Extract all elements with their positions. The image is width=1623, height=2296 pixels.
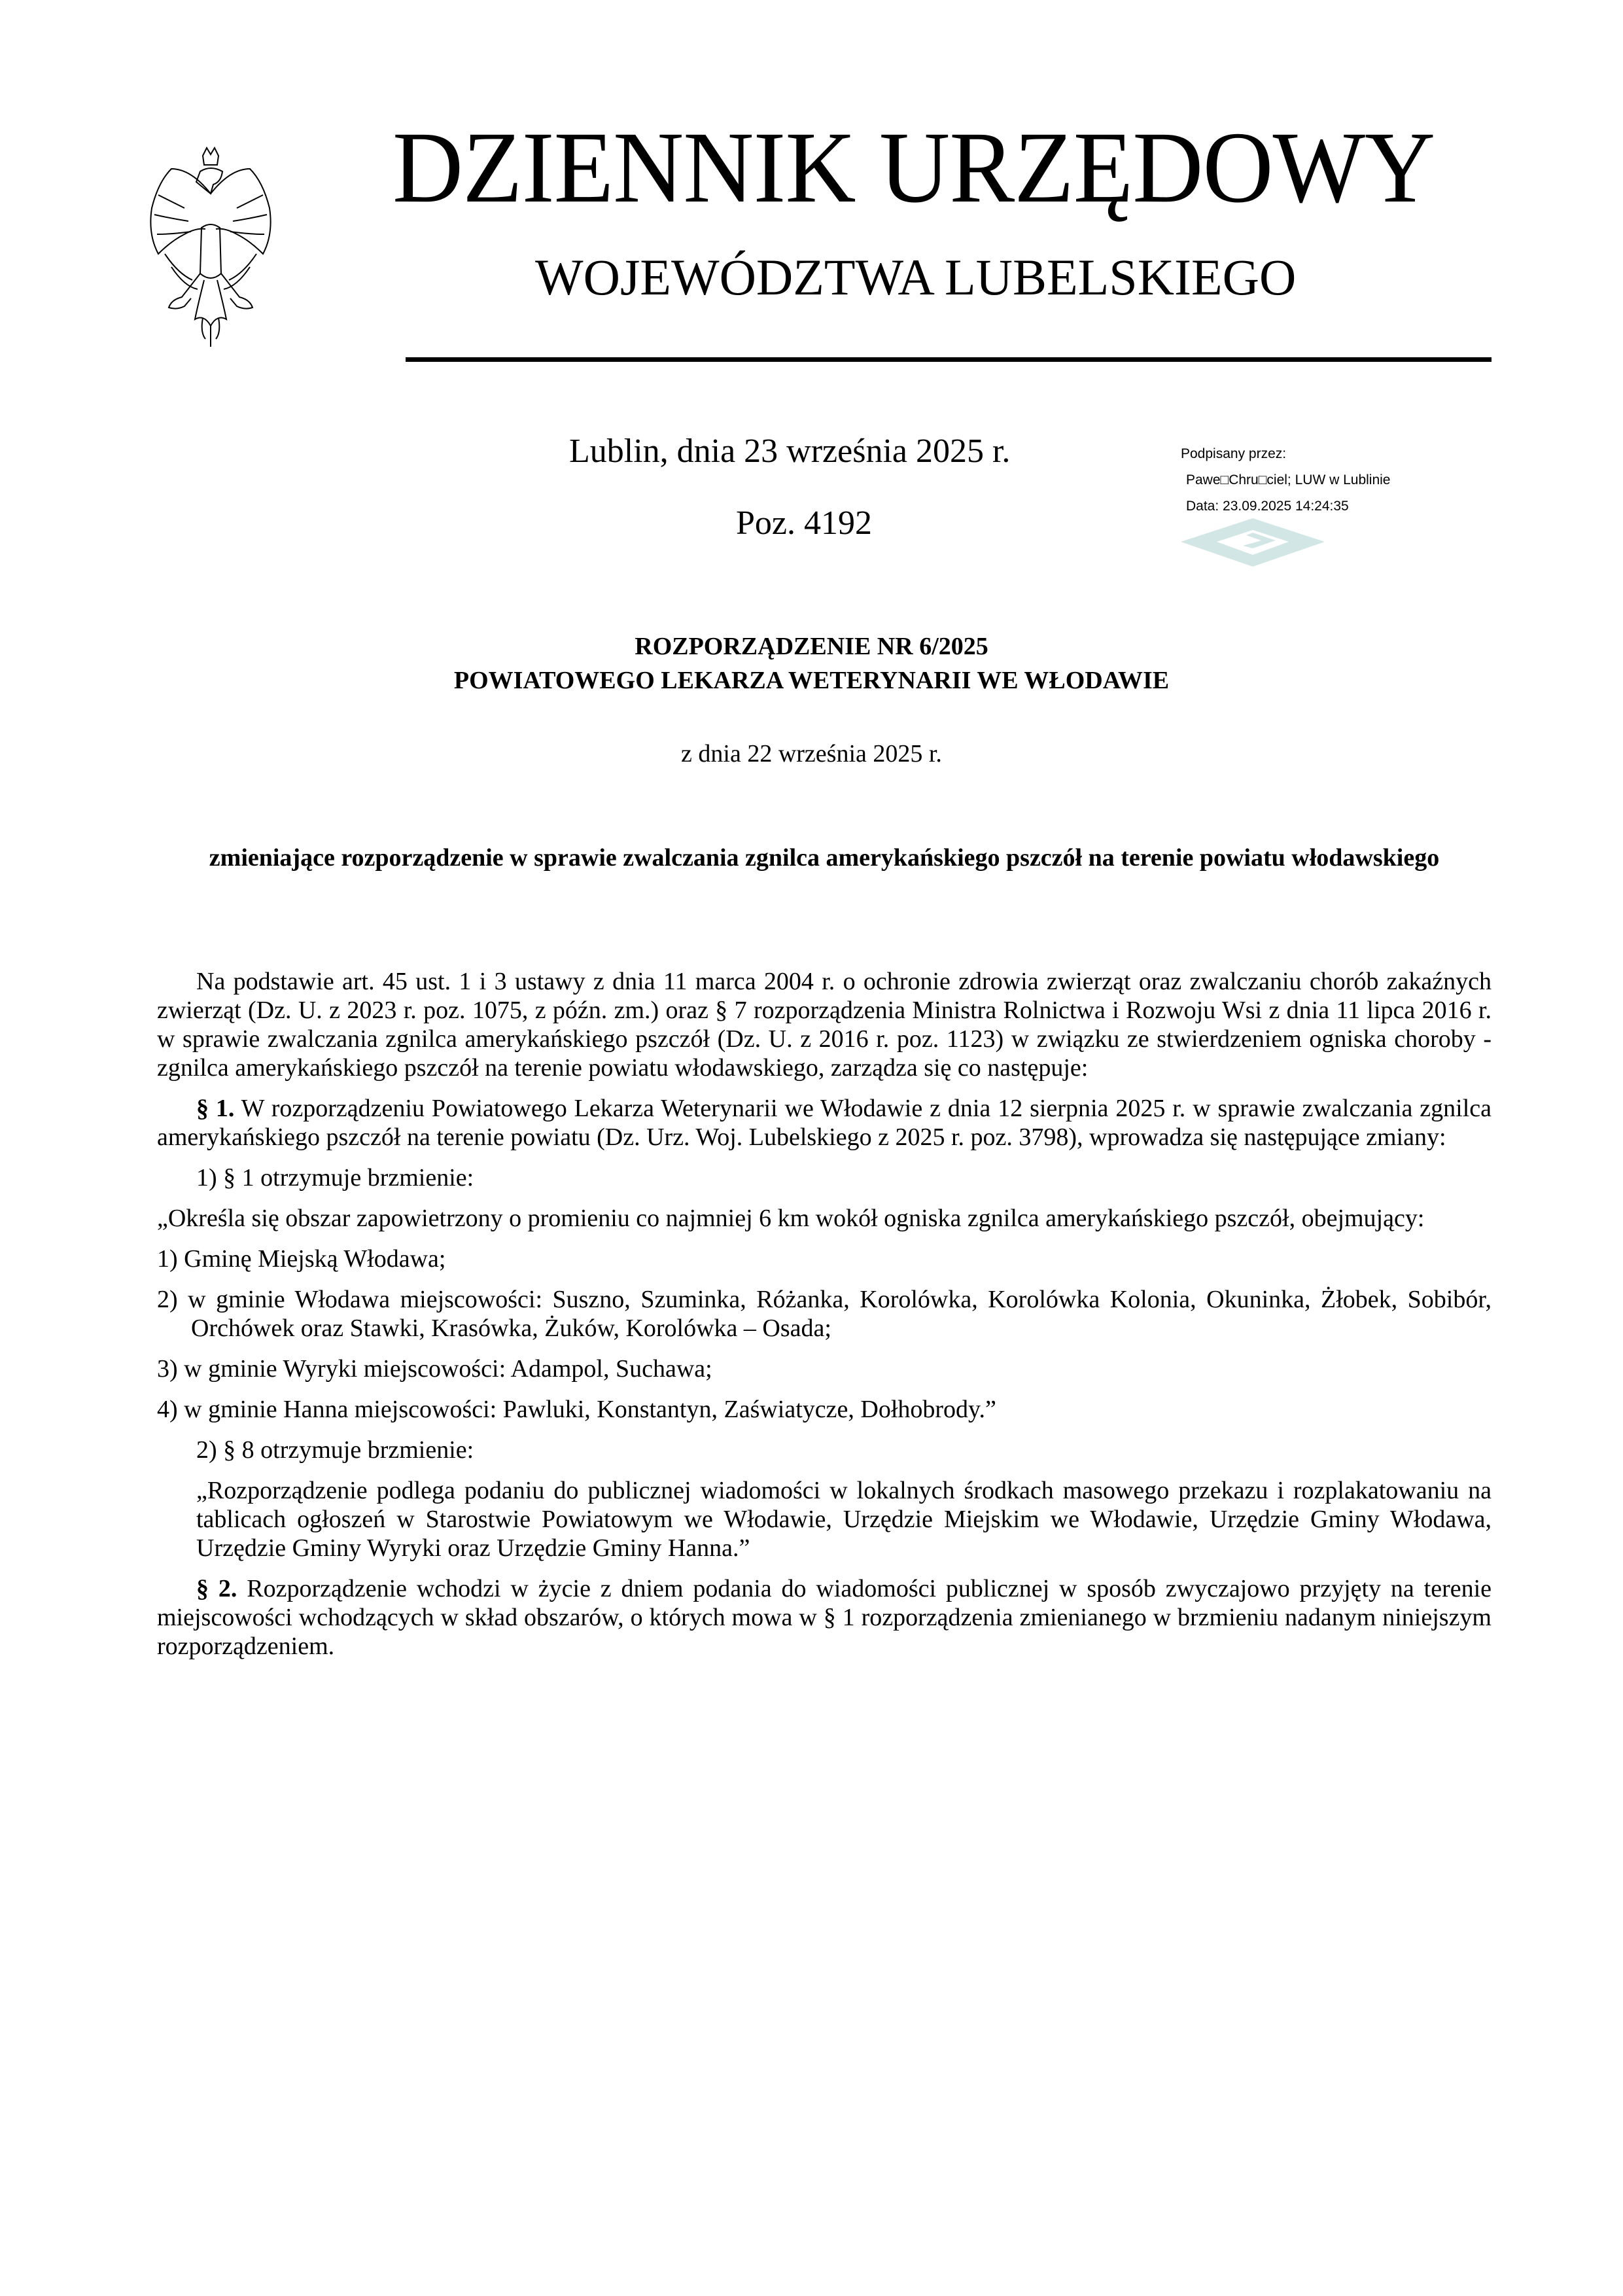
amendment-1-quote-intro: „Określa się obszar zapowietrzony o promieniu co najmniej 6 km wokół ogniska zgnilca amerykańskiego pszczół, obejmujący:	[157, 1205, 1425, 1232]
masthead-divider	[406, 357, 1492, 362]
amendment-2-quote: „Rozporządzenie podlega podaniu do publicznej wiadomości w lokalnych środkach masowego przekazu i rozplakatowaniu na tablicach ogłoszeń w Starostwie Powiatowym we Włodawie, Urzędzie Miejskim we Włodawie, Urzędzie Gminy Włodawa, Urzędzie Gminy Wyryki oraz Urzędzie Gminy Hanna.”	[196, 1477, 1492, 1562]
masthead-title: DZIENNIK URZĘDOWY	[393, 111, 1435, 224]
section-1-number: § 1.	[196, 1095, 235, 1122]
masthead-subtitle: WOJEWÓDZTWA LUBELSKIEGO	[535, 249, 1297, 306]
amendment-2-label: 2) § 8 otrzymuje brzmienie:	[196, 1436, 474, 1464]
section-2-text: Rozporządzenie wchodzi w życie z dniem podania do wiadomości publicznej w sposób zwyczajowo przyjęty na terenie miejscowości wchodzących w skład obszarów, o których mowa w § 1 rozporządzenia zmienianego w brzmieniu nadanym niniejszym rozporządzeniem.	[157, 1575, 1492, 1660]
signature-date: Data: 23.09.2025 14:24:35	[1186, 499, 1349, 514]
signature-label: Podpisany przez:	[1181, 446, 1287, 461]
document-body	[157, 967, 1492, 1661]
amendment-1-item: 4) w gminie Hanna miejscowości: Pawluki, Konstantyn, Zaświatycze, Dołhobrody.”	[157, 1396, 996, 1423]
section-2	[157, 1574, 1492, 1661]
amendment-1-label: 1) § 1 otrzymuje brzmienie:	[196, 1164, 474, 1192]
amendment-1-item: 1) Gminę Miejską Włodawa;	[157, 1245, 446, 1273]
amendment-1-item: 3) w gminie Wyryki miejscowości: Adampol, Suchawa;	[157, 1355, 712, 1383]
section-1-text: W rozporządzeniu Powiatowego Lekarza Weterynarii we Włodawie z dnia 12 sierpnia 2025 r. w sprawie zwalczania zgnilca amerykańskiego pszczół na terenie powiatu (Dz. Urz. Woj. Lubelskiego z 2025 r. poz. 3798), wprowadza się następujące zmiany:	[157, 1095, 1492, 1151]
act-title-number: ROZPORZĄDZENIE NR 6/2025	[635, 633, 988, 660]
preamble: Na podstawie art. 45 ust. 1 i 3 ustawy z dnia 11 marca 2004 r. o ochronie zdrowia zwierząt oraz zwalczaniu chorób zakaźnych zwierząt (Dz. U. z 2023 r. poz. 1075, z późn. zm.) oraz § 7 rozporządzenia Ministra Rolnictwa i Rozwoju Wsi z dnia 11 lipca 2016 r. w sprawie zwalczania zgnilca amerykańskiego pszczół (Dz. U. z 2016 r. poz. 1123) w związku ze stwierdzeniem ogniska choroby - zgnilca amerykańskiego pszczół na terenie powiatu włodawskiego, zarządza się co następuje:	[157, 968, 1492, 1082]
publication-position: Poz. 4192	[736, 504, 872, 542]
act-date: z dnia 22 września 2025 r.	[681, 740, 942, 768]
publication-place-date: Lublin, dnia 23 września 2025 r.	[569, 433, 1011, 470]
signature-block	[1181, 441, 1391, 520]
digital-signature-icon	[1178, 517, 1328, 569]
act-title	[0, 629, 1623, 698]
polish-eagle-icon	[145, 143, 276, 352]
signature-signer: Pawe□Chru□ciel; LUW w Lublinie	[1186, 472, 1391, 487]
amendment-1-item: 2) w gminie Włodawa miejscowości: Suszno, Szuminka, Różanka, Korolówka, Korolówka Kolonia, Okuninka, Żłobek, Sobibór, Orchówek oraz Stawki, Krasówka, Żuków, Korolówka – Osada;	[157, 1286, 1492, 1342]
act-subject: zmieniające rozporządzenie w sprawie zwalczania zgnilca amerykańskiego pszczół na terenie powiatu włodawskiego	[209, 844, 1440, 872]
act-title-authority: POWIATOWEGO LEKARZA WETERYNARII WE WŁODAWIE	[453, 667, 1170, 694]
section-2-number: § 2.	[196, 1575, 237, 1602]
section-1	[157, 1094, 1492, 1152]
